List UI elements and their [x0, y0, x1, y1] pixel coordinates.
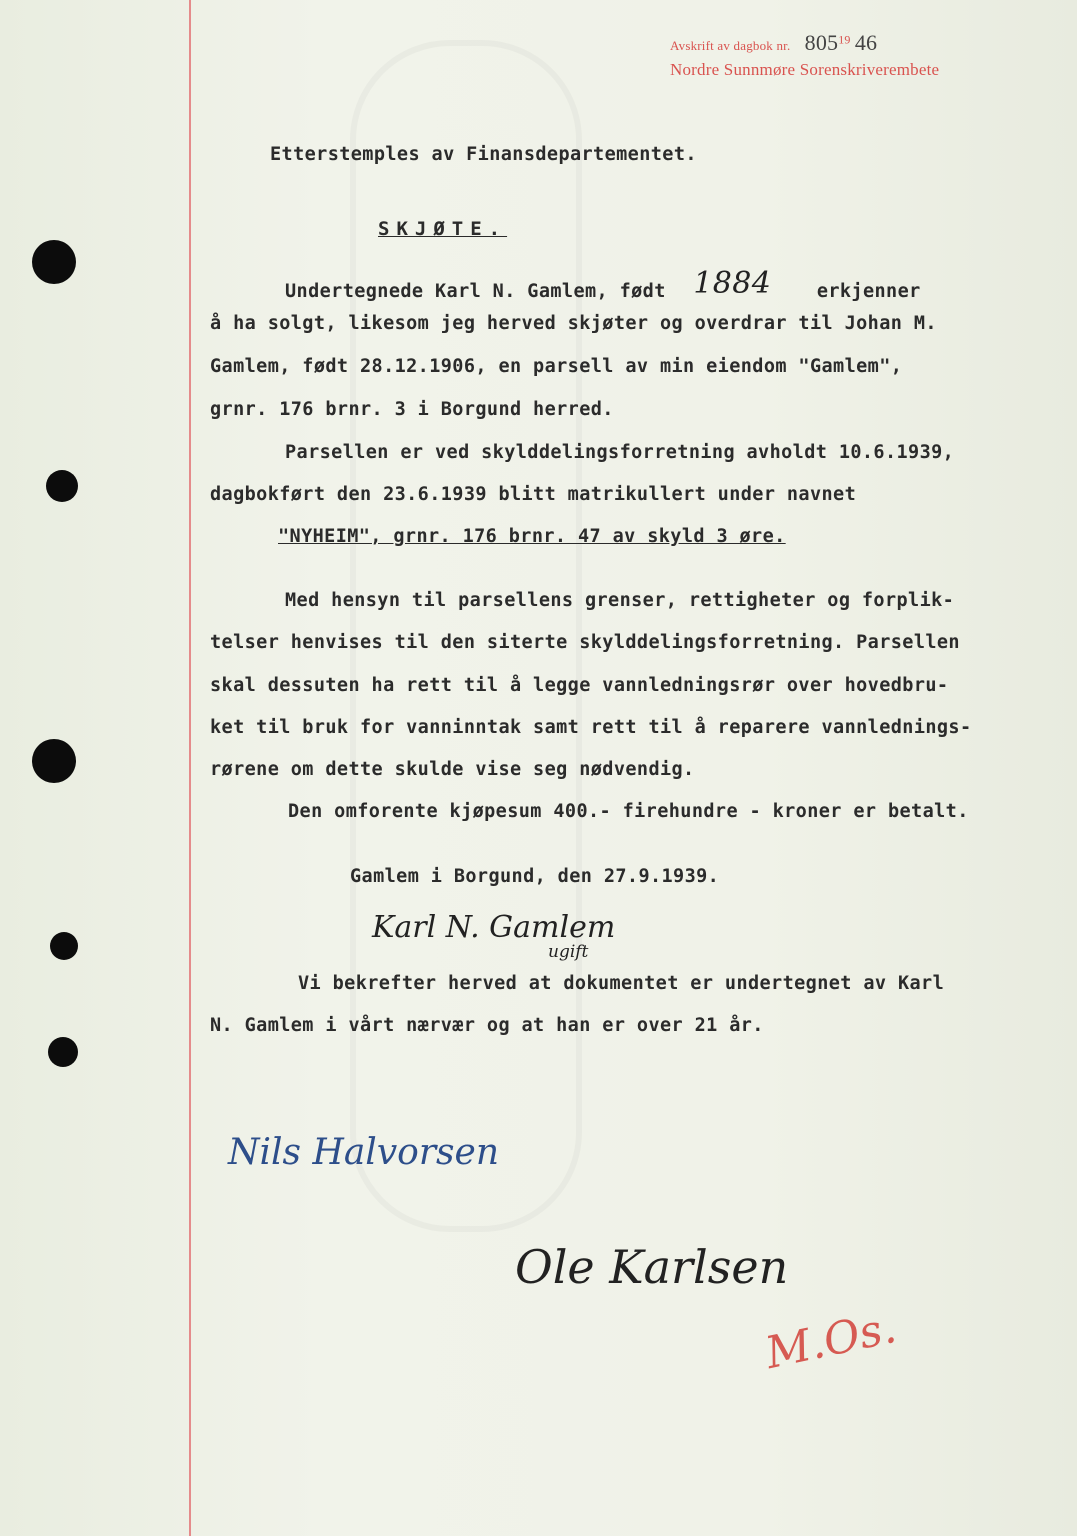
punch-hole	[48, 1037, 78, 1067]
signature-seller: Karl N. Gamlem	[372, 910, 616, 945]
paragraph-line: telser henvises til den siterte skylddelingsforretning. Parsellen	[210, 632, 960, 653]
paragraph-line	[285, 266, 921, 305]
stamp-label: Avskrift av dagbok nr.	[670, 38, 791, 53]
property-name-line: "NYHEIM", grnr. 176 brnr. 47 av skyld 3 øre.	[278, 526, 786, 547]
stamp-office: Nordre Sunnmøre Sorenskriverembete	[670, 60, 940, 79]
margin-line	[189, 0, 191, 1536]
paragraph-line: Med hensyn til parsellens grenser, rettigheter og forplik-	[285, 590, 955, 611]
signature-witness-2: Ole Karlsen	[515, 1240, 789, 1294]
header-note: Etterstemples av Finansdepartementet.	[270, 144, 697, 165]
paragraph-line: Gamlem, født 28.12.1906, en parsell av min eiendom "Gamlem",	[210, 356, 903, 377]
paragraph-line: dagbokført den 23.6.1939 blitt matrikullert under navnet	[210, 484, 857, 505]
stamp-number: 805	[804, 30, 839, 55]
stamp-year-prefix: 19	[838, 32, 851, 47]
document-title: SKJØTE.	[378, 218, 508, 240]
punch-hole	[50, 932, 78, 960]
paragraph-line: å ha solgt, likesom jeg herved skjøter og overdrar til Johan M.	[210, 313, 937, 334]
paragraph-line: Vi bekrefter herved at dokumentet er undertegnet av Karl	[298, 973, 945, 994]
paragraph-line: rørene om dette skulde vise seg nødvendig.	[210, 759, 695, 780]
punch-hole	[32, 240, 76, 284]
initials: M.Os.	[761, 1301, 901, 1380]
punch-hole	[46, 470, 78, 502]
handwritten-birth-year: 1884	[693, 266, 772, 301]
text: Undertegnede Karl N. Gamlem, født	[285, 281, 666, 302]
punch-hole	[32, 739, 76, 783]
paragraph-line: grnr. 176 brnr. 3 i Borgund herred.	[210, 399, 614, 420]
signature-note: ugift	[548, 942, 589, 962]
stamp-year: 46	[854, 30, 878, 55]
registry-stamp	[670, 30, 877, 56]
paragraph-line: Parsellen er ved skylddelingsforretning avholdt 10.6.1939,	[285, 442, 955, 463]
paragraph-line: N. Gamlem i vårt nærvær og at han er over 21 år.	[210, 1015, 764, 1036]
place-date: Gamlem i Borgund, den 27.9.1939.	[350, 866, 720, 887]
paragraph-line: ket til bruk for vanninntak samt rett til å reparere vannlednings-	[210, 717, 972, 738]
signature-witness-1: Nils Halvorsen	[228, 1132, 500, 1173]
paragraph-line: skal dessuten ha rett til å legge vannledningsrør over hovedbru-	[210, 675, 949, 696]
paragraph-line: Den omforente kjøpesum 400.- firehundre - kroner er betalt.	[288, 801, 969, 822]
text: erkjenner	[816, 281, 921, 302]
